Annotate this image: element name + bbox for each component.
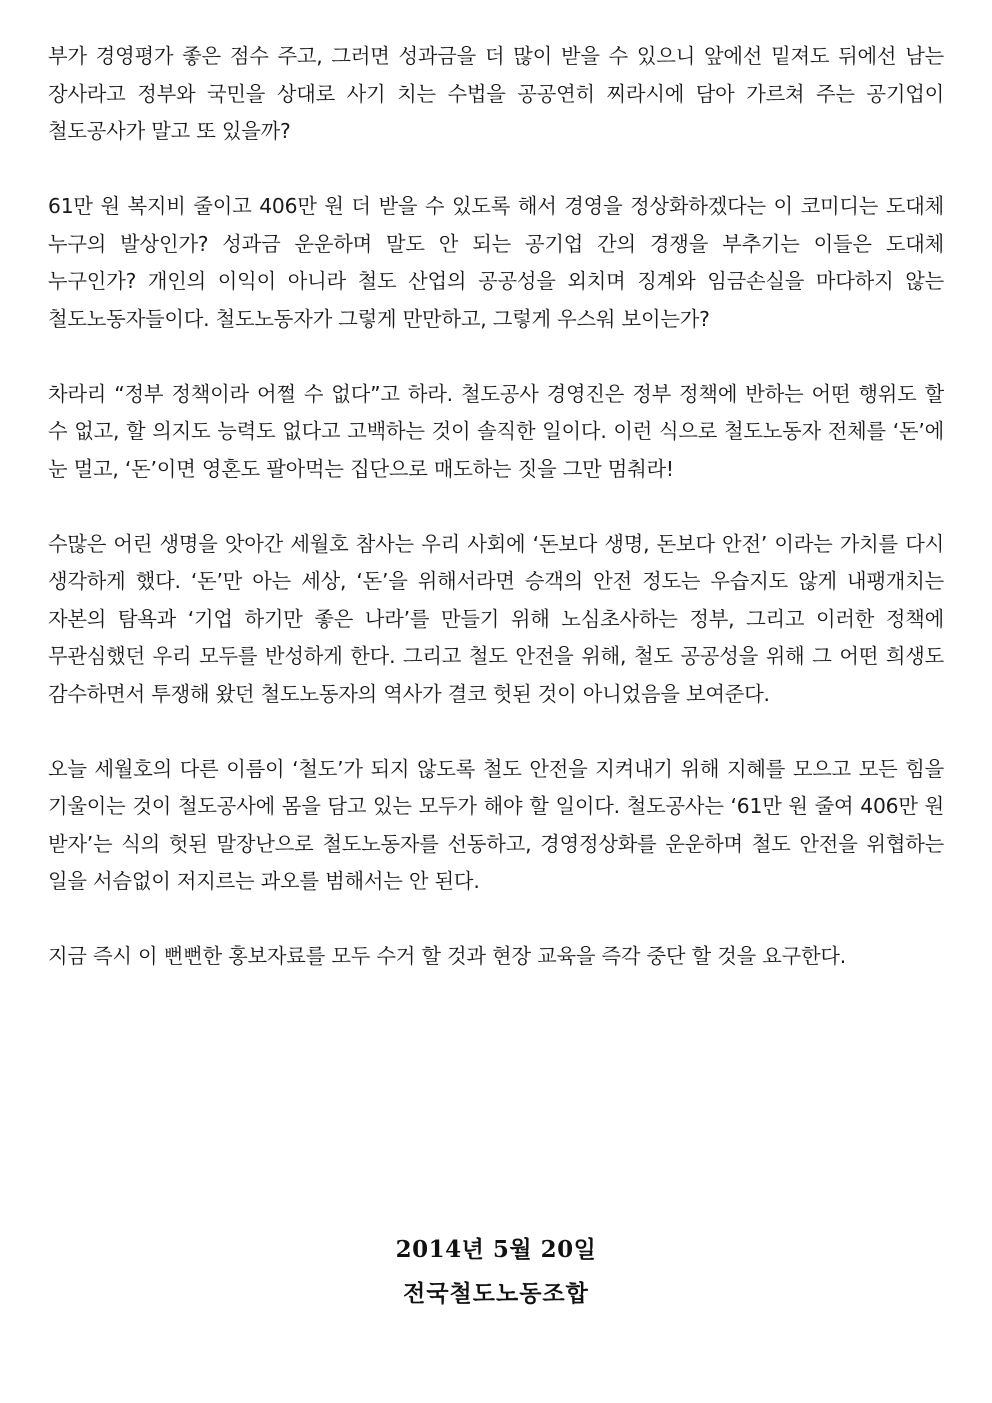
paragraph-1: 부가 경영평가 좋은 점수 주고, 그러면 성과금을 더 많이 받을 수 있으니 앞에선 밑져도 뒤에선 남는 장사라고 정부와 국민을 상대로 사기 치는 수법을 공공연히 찌라시에 담아 가르쳐 주는 공기업이 철도공사가 말고 또 있을까? — [48, 44, 944, 143]
paragraph-5: 오늘 세월호의 다른 이름이 ‘철도’가 되지 않도록 철도 안전을 지켜내기 위해 지혜를 모으고 모든 힘을 기울이는 것이 철도공사에 몸을 담고 있는 모두가 해야 할 일이다. 철도공사는 ‘61만 원 줄여 406만 원 받자’는 식의 헛된 말장난으로 철도노동자를 선동하고, 경영정상화를 운운하며 철도 안전을 위협하는 일을 서슴없이 저지르는 과오를 범해서는 안 된다. — [48, 756, 944, 893]
signature-date: 2014년 5월 20일 — [395, 1236, 597, 1263]
signature-block — [0, 1228, 992, 1316]
document-body — [48, 38, 944, 976]
paragraph-3: 차라리 “정부 정책이라 어쩔 수 없다”고 하라. 철도공사 경영진은 정부 정책에 반하는 어떤 행위도 할 수 없고, 할 의지도 능력도 없다고 고백하는 것이 솔직한 일이다. 이런 식으로 철도노동자 전체를 ‘돈’에 눈 멀고, ‘돈’이면 영혼도 팔아먹는 집단으로 매도하는 짓을 그만 멈춰라! — [48, 381, 944, 481]
paragraph-4: 수많은 어린 생명을 앗아간 세월호 참사는 우리 사회에 ‘돈보다 생명, 돈보다 안전’ 이라는 가치를 다시 생각하게 했다. ‘돈’만 아는 세상, ‘돈’을 위해서라면 승객의 안전 정도는 우습지도 않게 내팽개치는 자본의 탐욕과 ‘기업 하기만 좋은 나라’를 만들기 위해 노심초사하는 정부, 그리고 이러한 정책에 무관심했던 우리 모두를 반성하게 한다. 그리고 철도 안전을 위해, 철도 공공성을 위해 그 어떤 희생도 감수하면서 투쟁해 왔던 철도노동자의 역사가 결코 헛된 것이 아니었음을 보여준다. — [48, 531, 944, 706]
signature-organization: 전국철도노동조합 — [403, 1280, 589, 1307]
paragraph-6: 지금 즉시 이 뻔뻔한 홍보자료를 모두 수거 할 것과 현장 교육을 즉각 중단 할 것을 요구한다. — [48, 944, 847, 968]
paragraph-2: 61만 원 복지비 줄이고 406만 원 더 받을 수 있도록 해서 경영을 정상화하겠다는 이 코미디는 도대체 누구의 발상인가? 성과금 운운하며 말도 안 되는 공기업 간의 경쟁을 부추기는 이들은 도대체 누구인가? 개인의 이익이 아니라 철도 산업의 공공성을 외치며 징계와 임금손실을 마다하지 않는 철도노동자들이다. 철도노동자가 그렇게 만만하고, 그렇게 우스워 보이는가? — [48, 194, 944, 331]
